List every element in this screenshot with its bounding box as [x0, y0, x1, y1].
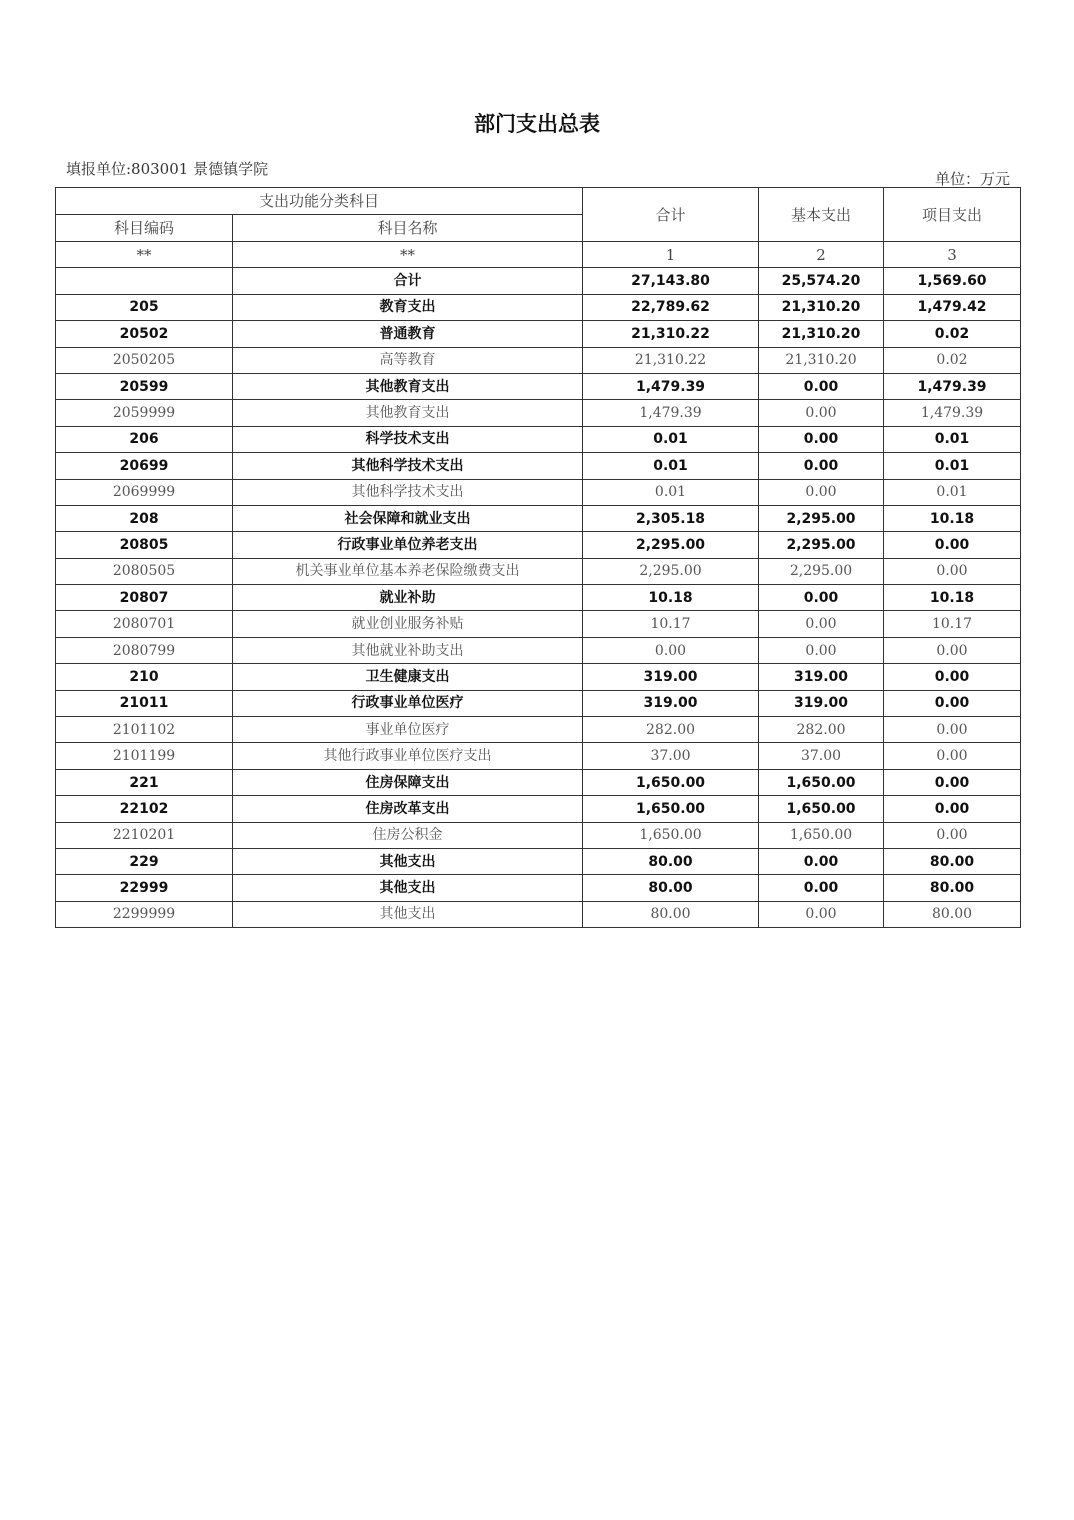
cell-total: 21,310.22: [583, 347, 759, 373]
cell-basic: 2,295.00: [759, 558, 884, 584]
cell-total: 80.00: [583, 901, 759, 927]
cell-total: 0.01: [583, 453, 759, 479]
cell-basic: 0.00: [759, 453, 884, 479]
cell-project: 10.18: [884, 585, 1021, 611]
cell-code: [56, 268, 233, 294]
cell-project: 0.00: [884, 532, 1021, 558]
cell-name: 其他行政事业单位医疗支出: [233, 743, 583, 769]
cell-basic: 319.00: [759, 664, 884, 690]
cell-code: 20599: [56, 373, 233, 399]
cell-name: 就业补助: [233, 585, 583, 611]
table-row: [56, 479, 1021, 505]
index-cell: 1: [583, 242, 759, 268]
cell-project: 0.00: [884, 769, 1021, 795]
cell-basic: 2,295.00: [759, 532, 884, 558]
table-row: [56, 637, 1021, 663]
cell-project: 1,479.39: [884, 373, 1021, 399]
table-row: [56, 347, 1021, 373]
cell-code: 210: [56, 664, 233, 690]
cell-project: 10.18: [884, 505, 1021, 531]
table-row: [56, 769, 1021, 795]
table-row: [56, 268, 1021, 294]
cell-project: 1,569.60: [884, 268, 1021, 294]
currency-unit: 单位：万元: [934, 170, 1010, 188]
table-row: [56, 875, 1021, 901]
cell-code: 2050205: [56, 347, 233, 373]
table-row: [56, 558, 1021, 584]
table-row: [56, 532, 1021, 558]
table-row: [56, 796, 1021, 822]
cell-basic: 21,310.20: [759, 321, 884, 347]
header-code: 科目编码: [56, 215, 233, 242]
cell-code: 206: [56, 426, 233, 452]
page-title: 部门支出总表: [474, 112, 600, 136]
table-row: [56, 822, 1021, 848]
cell-code: 221: [56, 769, 233, 795]
header-total: 合计: [583, 188, 759, 242]
cell-code: 2101102: [56, 717, 233, 743]
cell-basic: 0.00: [759, 901, 884, 927]
cell-name: 普通教育: [233, 321, 583, 347]
cell-total: 319.00: [583, 664, 759, 690]
cell-total: 2,295.00: [583, 558, 759, 584]
cell-name: 高等教育: [233, 347, 583, 373]
reporting-unit: 填报单位:803001 景德镇学院: [66, 160, 269, 178]
cell-code: 2080505: [56, 558, 233, 584]
cell-basic: 0.00: [759, 373, 884, 399]
cell-total: 37.00: [583, 743, 759, 769]
cell-basic: 1,650.00: [759, 822, 884, 848]
cell-total: 1,650.00: [583, 769, 759, 795]
table-row: [56, 743, 1021, 769]
table-row: [56, 848, 1021, 874]
cell-total: 1,650.00: [583, 796, 759, 822]
table-row: [56, 690, 1021, 716]
header-function-classification: 支出功能分类科目: [56, 188, 583, 215]
cell-total: 2,295.00: [583, 532, 759, 558]
cell-total: 1,650.00: [583, 822, 759, 848]
cell-basic: 0.00: [759, 400, 884, 426]
cell-project: 0.02: [884, 321, 1021, 347]
cell-name: 住房公积金: [233, 822, 583, 848]
cell-total: 1,479.39: [583, 400, 759, 426]
cell-basic: 25,574.20: [759, 268, 884, 294]
cell-basic: 0.00: [759, 479, 884, 505]
cell-basic: 0.00: [759, 875, 884, 901]
cell-basic: 1,650.00: [759, 769, 884, 795]
cell-code: 229: [56, 848, 233, 874]
cell-basic: 0.00: [759, 637, 884, 663]
cell-project: 80.00: [884, 848, 1021, 874]
index-cell: 2: [759, 242, 884, 268]
cell-name: 其他就业补助支出: [233, 637, 583, 663]
cell-basic: 21,310.20: [759, 294, 884, 320]
cell-total: 80.00: [583, 848, 759, 874]
cell-name: 事业单位医疗: [233, 717, 583, 743]
cell-code: 20699: [56, 453, 233, 479]
cell-code: 22999: [56, 875, 233, 901]
expenditure-table: [55, 187, 1021, 928]
cell-name: 就业创业服务补贴: [233, 611, 583, 637]
cell-project: 0.00: [884, 637, 1021, 663]
cell-project: 0.00: [884, 664, 1021, 690]
table-row: [56, 321, 1021, 347]
cell-name: 机关事业单位基本养老保险缴费支出: [233, 558, 583, 584]
header-project: 项目支出: [884, 188, 1021, 242]
cell-basic: 0.00: [759, 611, 884, 637]
cell-project: 0.00: [884, 796, 1021, 822]
cell-basic: 1,650.00: [759, 796, 884, 822]
cell-name: 其他支出: [233, 901, 583, 927]
cell-code: 21011: [56, 690, 233, 716]
table-row: [56, 585, 1021, 611]
cell-name: 科学技术支出: [233, 426, 583, 452]
cell-total: 80.00: [583, 875, 759, 901]
table-row: [56, 664, 1021, 690]
cell-total: 1,479.39: [583, 373, 759, 399]
header-row-index: [56, 242, 1021, 268]
cell-project: 0.01: [884, 453, 1021, 479]
cell-basic: 37.00: [759, 743, 884, 769]
cell-total: 319.00: [583, 690, 759, 716]
cell-project: 0.00: [884, 717, 1021, 743]
header-basic: 基本支出: [759, 188, 884, 242]
cell-project: 0.01: [884, 479, 1021, 505]
cell-name: 其他支出: [233, 875, 583, 901]
cell-total: 22,789.62: [583, 294, 759, 320]
cell-name: 其他教育支出: [233, 400, 583, 426]
cell-name: 行政事业单位养老支出: [233, 532, 583, 558]
cell-code: 20805: [56, 532, 233, 558]
index-cell: 3: [884, 242, 1021, 268]
cell-code: 205: [56, 294, 233, 320]
cell-name: 住房保障支出: [233, 769, 583, 795]
cell-code: 2101199: [56, 743, 233, 769]
cell-name: 其他教育支出: [233, 373, 583, 399]
cell-code: 2210201: [56, 822, 233, 848]
cell-basic: 0.00: [759, 585, 884, 611]
cell-project: 0.00: [884, 690, 1021, 716]
cell-total: 21,310.22: [583, 321, 759, 347]
cell-code: 20502: [56, 321, 233, 347]
table-row: [56, 505, 1021, 531]
cell-total: 0.01: [583, 479, 759, 505]
cell-project: 1,479.42: [884, 294, 1021, 320]
cell-total: 0.01: [583, 426, 759, 452]
table-row: [56, 453, 1021, 479]
cell-name: 其他科学技术支出: [233, 479, 583, 505]
table-row: [56, 717, 1021, 743]
cell-total: 27,143.80: [583, 268, 759, 294]
cell-total: 10.17: [583, 611, 759, 637]
cell-name: 卫生健康支出: [233, 664, 583, 690]
table-row: [56, 400, 1021, 426]
cell-total: 282.00: [583, 717, 759, 743]
cell-basic: 0.00: [759, 848, 884, 874]
table-row: [56, 294, 1021, 320]
cell-name: 合计: [233, 268, 583, 294]
cell-name: 住房改革支出: [233, 796, 583, 822]
table-row: [56, 426, 1021, 452]
cell-name: 其他科学技术支出: [233, 453, 583, 479]
cell-basic: 21,310.20: [759, 347, 884, 373]
index-cell: **: [56, 242, 233, 268]
cell-total: 0.00: [583, 637, 759, 663]
cell-name: 社会保障和就业支出: [233, 505, 583, 531]
cell-code: 22102: [56, 796, 233, 822]
cell-project: 1,479.39: [884, 400, 1021, 426]
table-row: [56, 373, 1021, 399]
cell-total: 10.18: [583, 585, 759, 611]
cell-name: 其他支出: [233, 848, 583, 874]
cell-code: 208: [56, 505, 233, 531]
cell-project: 80.00: [884, 875, 1021, 901]
cell-project: 0.02: [884, 347, 1021, 373]
index-cell: **: [233, 242, 583, 268]
header-row-group: [56, 188, 1021, 215]
cell-code: 2059999: [56, 400, 233, 426]
cell-name: 教育支出: [233, 294, 583, 320]
table-row: [56, 611, 1021, 637]
cell-basic: 0.00: [759, 426, 884, 452]
cell-project: 0.00: [884, 558, 1021, 584]
cell-code: 2069999: [56, 479, 233, 505]
cell-basic: 319.00: [759, 690, 884, 716]
cell-code: 2299999: [56, 901, 233, 927]
cell-code: 2080799: [56, 637, 233, 663]
cell-basic: 2,295.00: [759, 505, 884, 531]
cell-project: 0.01: [884, 426, 1021, 452]
header-name: 科目名称: [233, 215, 583, 242]
cell-project: 0.00: [884, 743, 1021, 769]
cell-code: 2080701: [56, 611, 233, 637]
cell-total: 2,305.18: [583, 505, 759, 531]
cell-project: 80.00: [884, 901, 1021, 927]
cell-name: 行政事业单位医疗: [233, 690, 583, 716]
cell-code: 20807: [56, 585, 233, 611]
cell-project: 0.00: [884, 822, 1021, 848]
cell-basic: 282.00: [759, 717, 884, 743]
table-row: [56, 901, 1021, 927]
cell-project: 10.17: [884, 611, 1021, 637]
